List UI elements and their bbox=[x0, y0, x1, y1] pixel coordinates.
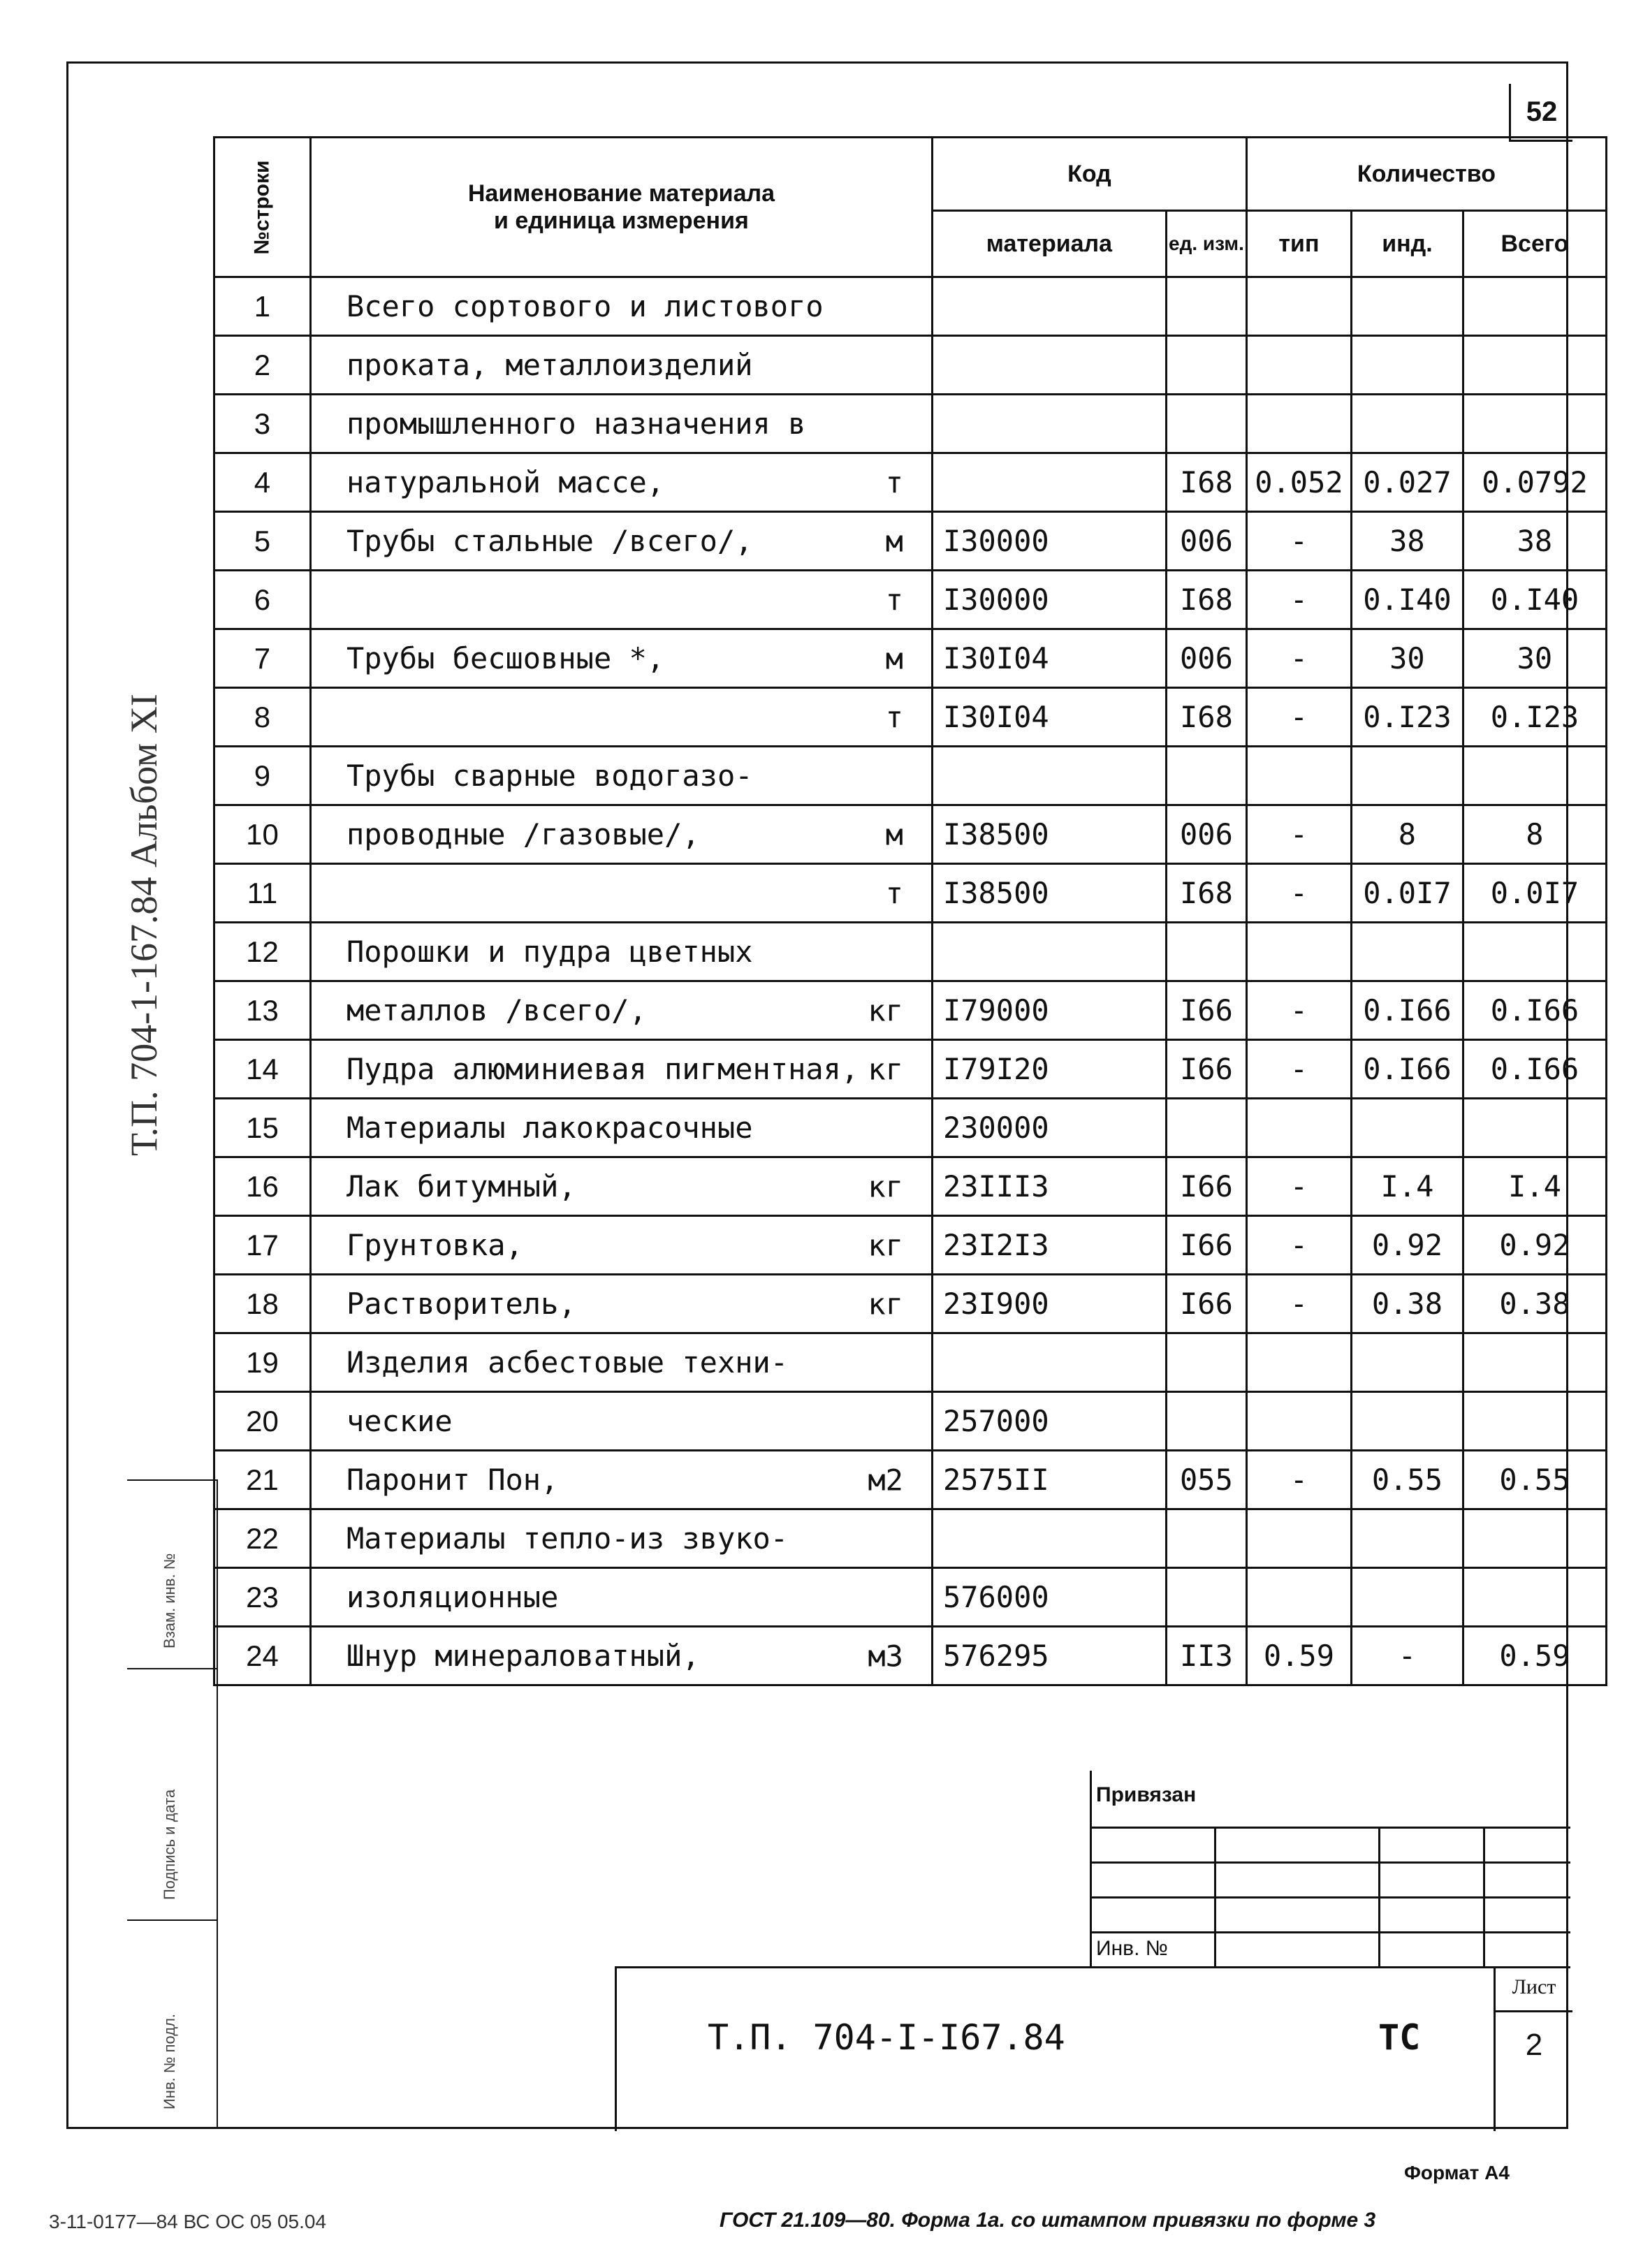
qty-total bbox=[1463, 1509, 1606, 1568]
unit-code bbox=[1166, 923, 1246, 981]
table-row bbox=[214, 805, 1607, 864]
material-code: 230000 bbox=[932, 1099, 1166, 1157]
qty-type: - bbox=[1246, 1157, 1351, 1216]
material-code: I30000 bbox=[932, 512, 1166, 571]
table-row bbox=[214, 395, 1607, 453]
tied-label: Привязан bbox=[1096, 1783, 1197, 1806]
material-name-cell bbox=[310, 1157, 932, 1216]
row-number: 13 bbox=[214, 981, 311, 1040]
material-code: 576000 bbox=[932, 1568, 1166, 1627]
material-name: Всего сортового и листового bbox=[346, 289, 824, 323]
sheet-label: Лист bbox=[1496, 1975, 1572, 2012]
unit: т bbox=[885, 876, 903, 910]
unit-code: 006 bbox=[1166, 512, 1246, 571]
unit-code: 055 bbox=[1166, 1451, 1246, 1509]
unit-code: I66 bbox=[1166, 1216, 1246, 1275]
unit-code: 006 bbox=[1166, 629, 1246, 688]
qty-type: - bbox=[1246, 805, 1351, 864]
table-row bbox=[214, 277, 1607, 336]
material-code: I38500 bbox=[932, 864, 1166, 923]
qty-type: - bbox=[1246, 1275, 1351, 1333]
row-number: 5 bbox=[214, 512, 311, 571]
material-name: Трубы стальные /всего/, bbox=[346, 524, 753, 558]
table-row bbox=[214, 1568, 1607, 1627]
row-number: 10 bbox=[214, 805, 311, 864]
unit: кг bbox=[868, 993, 903, 1027]
qty-ind: 0.92 bbox=[1351, 1216, 1463, 1275]
binding-stamp bbox=[1090, 1771, 1570, 1966]
material-name: промышленного назначения в bbox=[346, 407, 806, 441]
document-mark: ТС bbox=[1378, 2017, 1421, 2058]
material-name-cell bbox=[310, 688, 932, 747]
qty-type: - bbox=[1246, 864, 1351, 923]
material-name: проводные /газовые/, bbox=[346, 817, 700, 851]
qty-ind bbox=[1351, 1392, 1463, 1451]
material-name: Пудра алюминиевая пигментная, bbox=[346, 1052, 859, 1086]
qty-total bbox=[1463, 395, 1606, 453]
table-row bbox=[214, 981, 1607, 1040]
unit: м bbox=[885, 817, 903, 851]
material-name-cell bbox=[310, 1216, 932, 1275]
qty-ind bbox=[1351, 1509, 1463, 1568]
qty-total: 0.I66 bbox=[1463, 981, 1606, 1040]
row-number: 21 bbox=[214, 1451, 311, 1509]
material-name-cell bbox=[310, 571, 932, 629]
qty-total bbox=[1463, 1333, 1606, 1392]
row-number: 15 bbox=[214, 1099, 311, 1157]
table-row bbox=[214, 1627, 1607, 1685]
qty-ind bbox=[1351, 336, 1463, 395]
material-name: Изделия асбестовые техни- bbox=[346, 1345, 789, 1380]
qty-type bbox=[1246, 1568, 1351, 1627]
qty-total: 0.0792 bbox=[1463, 453, 1606, 512]
unit-code: II3 bbox=[1166, 1627, 1246, 1685]
qty-type: 0.59 bbox=[1246, 1627, 1351, 1685]
material-name: ческие bbox=[346, 1404, 453, 1438]
row-number: 12 bbox=[214, 923, 311, 981]
qty-total: 0.55 bbox=[1463, 1451, 1606, 1509]
table-row bbox=[214, 923, 1607, 981]
unit: м bbox=[885, 641, 903, 675]
qty-ind: 0.0I7 bbox=[1351, 864, 1463, 923]
material-name-cell bbox=[310, 1627, 932, 1685]
unit-code bbox=[1166, 1568, 1246, 1627]
unit: кг bbox=[868, 1228, 903, 1262]
qty-ind: 0.38 bbox=[1351, 1275, 1463, 1333]
unit-code bbox=[1166, 336, 1246, 395]
table-row bbox=[214, 747, 1607, 805]
row-number: 18 bbox=[214, 1275, 311, 1333]
qty-total: 0.I23 bbox=[1463, 688, 1606, 747]
row-number: 4 bbox=[214, 453, 311, 512]
material-name-cell bbox=[310, 747, 932, 805]
qty-total bbox=[1463, 747, 1606, 805]
material-name: Растворитель, bbox=[346, 1287, 576, 1321]
qty-type: - bbox=[1246, 1451, 1351, 1509]
table-row bbox=[214, 1216, 1607, 1275]
material-code bbox=[932, 747, 1166, 805]
unit: кг bbox=[868, 1169, 903, 1203]
qty-ind: 0.55 bbox=[1351, 1451, 1463, 1509]
qty-total bbox=[1463, 277, 1606, 336]
material-code bbox=[932, 395, 1166, 453]
material-code: 576295 bbox=[932, 1627, 1166, 1685]
unit: м bbox=[885, 524, 903, 558]
qty-total: 0.92 bbox=[1463, 1216, 1606, 1275]
table-row bbox=[214, 629, 1607, 688]
side-cell-replace bbox=[127, 1479, 217, 1669]
unit-code bbox=[1166, 1509, 1246, 1568]
qty-ind bbox=[1351, 923, 1463, 981]
unit-code: I66 bbox=[1166, 1157, 1246, 1216]
qty-total: I.4 bbox=[1463, 1157, 1606, 1216]
qty-ind: 30 bbox=[1351, 629, 1463, 688]
qty-ind bbox=[1351, 395, 1463, 453]
material-code bbox=[932, 923, 1166, 981]
footer-gost: ГОСТ 21.109—80. Форма 1а. со штампом привязки по форме 3 bbox=[720, 2209, 1376, 2232]
table-row bbox=[214, 336, 1607, 395]
row-number: 14 bbox=[214, 1040, 311, 1099]
unit-code bbox=[1166, 277, 1246, 336]
material-name-cell bbox=[310, 1509, 932, 1568]
material-code bbox=[932, 277, 1166, 336]
unit: кг bbox=[868, 1052, 903, 1086]
qty-total: 38 bbox=[1463, 512, 1606, 571]
material-code bbox=[932, 336, 1166, 395]
table-row bbox=[214, 864, 1607, 923]
material-code: I38500 bbox=[932, 805, 1166, 864]
side-label-replace: Взам. инв. № bbox=[161, 1553, 178, 1648]
unit: кг bbox=[868, 1287, 903, 1321]
material-name-cell bbox=[310, 805, 932, 864]
table-row bbox=[214, 1451, 1607, 1509]
material-name-cell bbox=[310, 864, 932, 923]
unit-code bbox=[1166, 747, 1246, 805]
footer-archive: 3-11-0177—84 ВС ОС 05 05.04 bbox=[49, 2211, 327, 2232]
material-code: 23I900 bbox=[932, 1275, 1166, 1333]
row-number: 3 bbox=[214, 395, 311, 453]
qty-ind bbox=[1351, 1568, 1463, 1627]
material-code: I79I20 bbox=[932, 1040, 1166, 1099]
qty-total: 0.38 bbox=[1463, 1275, 1606, 1333]
header-code-material: материала bbox=[932, 211, 1166, 277]
material-name-cell bbox=[310, 1099, 932, 1157]
material-code: I30I04 bbox=[932, 688, 1166, 747]
qty-total: 30 bbox=[1463, 629, 1606, 688]
material-name: Материалы лакокрасочные bbox=[346, 1111, 753, 1145]
row-number: 20 bbox=[214, 1392, 311, 1451]
header-qty-type: тип bbox=[1246, 211, 1351, 277]
material-name-cell bbox=[310, 923, 932, 981]
row-number: 6 bbox=[214, 571, 311, 629]
unit-code: 006 bbox=[1166, 805, 1246, 864]
material-name: Паронит Пон, bbox=[346, 1463, 559, 1497]
qty-type bbox=[1246, 747, 1351, 805]
qty-ind bbox=[1351, 1099, 1463, 1157]
row-number: 11 bbox=[214, 864, 311, 923]
unit: м2 bbox=[868, 1463, 903, 1497]
material-code: I79000 bbox=[932, 981, 1166, 1040]
header-name: Наименование материала и единица измерения bbox=[310, 138, 932, 277]
material-name: проката, металлоизделий bbox=[346, 348, 753, 382]
side-cell-inv bbox=[127, 1919, 217, 2130]
material-name-cell bbox=[310, 453, 932, 512]
material-name: натуральной массе, bbox=[346, 465, 665, 499]
table-row bbox=[214, 571, 1607, 629]
qty-ind: 0.027 bbox=[1351, 453, 1463, 512]
table-row bbox=[214, 1392, 1607, 1451]
table-row bbox=[214, 1275, 1607, 1333]
material-name: Грунтовка, bbox=[346, 1228, 523, 1262]
qty-type bbox=[1246, 1509, 1351, 1568]
qty-ind: 0.I23 bbox=[1351, 688, 1463, 747]
row-number: 9 bbox=[214, 747, 311, 805]
page-number: 52 bbox=[1509, 84, 1572, 142]
material-code bbox=[932, 1333, 1166, 1392]
header-code-unit: ед. изм. bbox=[1166, 211, 1246, 277]
header-row-number: №строки bbox=[214, 138, 311, 277]
qty-total bbox=[1463, 1568, 1606, 1627]
qty-type: 0.052 bbox=[1246, 453, 1351, 512]
table-row bbox=[214, 688, 1607, 747]
qty-total: 0.59 bbox=[1463, 1627, 1606, 1685]
row-number: 17 bbox=[214, 1216, 311, 1275]
qty-ind bbox=[1351, 1333, 1463, 1392]
side-cell-signature bbox=[127, 1668, 217, 1921]
unit-code: I68 bbox=[1166, 453, 1246, 512]
qty-ind: I.4 bbox=[1351, 1157, 1463, 1216]
qty-type: - bbox=[1246, 1040, 1351, 1099]
qty-type: - bbox=[1246, 688, 1351, 747]
qty-ind: 0.I40 bbox=[1351, 571, 1463, 629]
material-name: изоляционные bbox=[346, 1580, 559, 1614]
material-name: металлов /всего/, bbox=[346, 993, 647, 1027]
qty-type: - bbox=[1246, 1216, 1351, 1275]
material-name-cell bbox=[310, 277, 932, 336]
table-row bbox=[214, 512, 1607, 571]
qty-type bbox=[1246, 277, 1351, 336]
material-name: Трубы сварные водогазо- bbox=[346, 759, 753, 793]
row-number: 1 bbox=[214, 277, 311, 336]
row-number: 22 bbox=[214, 1509, 311, 1568]
material-code bbox=[932, 1509, 1166, 1568]
material-code: 257000 bbox=[932, 1392, 1166, 1451]
unit-code bbox=[1166, 1099, 1246, 1157]
qty-type bbox=[1246, 336, 1351, 395]
material-name: Лак битумный, bbox=[346, 1169, 576, 1203]
material-code: I30I04 bbox=[932, 629, 1166, 688]
unit-code: I68 bbox=[1166, 864, 1246, 923]
qty-total bbox=[1463, 1392, 1606, 1451]
qty-ind: - bbox=[1351, 1627, 1463, 1685]
qty-type: - bbox=[1246, 629, 1351, 688]
unit-code: I66 bbox=[1166, 1275, 1246, 1333]
table-row bbox=[214, 1099, 1607, 1157]
qty-type bbox=[1246, 1333, 1351, 1392]
table-row bbox=[214, 1157, 1607, 1216]
qty-type: - bbox=[1246, 981, 1351, 1040]
row-number: 24 bbox=[214, 1627, 311, 1685]
material-code bbox=[932, 453, 1166, 512]
inv-label: Инв. № bbox=[1096, 1937, 1168, 1960]
qty-total bbox=[1463, 923, 1606, 981]
material-name: Шнур минераловатный, bbox=[346, 1639, 700, 1673]
material-name: Материалы тепло-из звуко- bbox=[346, 1521, 789, 1556]
qty-ind: 38 bbox=[1351, 512, 1463, 571]
material-name-cell bbox=[310, 1451, 932, 1509]
side-label-signature: Подпись и дата bbox=[161, 1789, 178, 1900]
qty-total bbox=[1463, 336, 1606, 395]
materials-table bbox=[213, 136, 1607, 1686]
qty-type bbox=[1246, 923, 1351, 981]
side-stamp-strip bbox=[127, 1479, 218, 2129]
material-name-cell bbox=[310, 1275, 932, 1333]
header-quantity: Количество bbox=[1246, 138, 1606, 211]
row-number: 19 bbox=[214, 1333, 311, 1392]
material-name-cell bbox=[310, 981, 932, 1040]
qty-ind: 8 bbox=[1351, 805, 1463, 864]
qty-type bbox=[1246, 395, 1351, 453]
unit-code bbox=[1166, 1333, 1246, 1392]
qty-type bbox=[1246, 1392, 1351, 1451]
row-number: 8 bbox=[214, 688, 311, 747]
unit: м3 bbox=[868, 1639, 903, 1673]
material-name-cell bbox=[310, 336, 932, 395]
header-qty-ind: инд. bbox=[1351, 211, 1463, 277]
unit: т bbox=[885, 700, 903, 734]
material-name-cell bbox=[310, 1568, 932, 1627]
header-code: Код bbox=[932, 138, 1246, 211]
qty-ind: 0.I66 bbox=[1351, 1040, 1463, 1099]
material-name: Трубы бесшовные *, bbox=[346, 641, 665, 675]
table-row bbox=[214, 1509, 1607, 1568]
material-name-cell bbox=[310, 1040, 932, 1099]
unit-code bbox=[1166, 395, 1246, 453]
qty-total bbox=[1463, 1099, 1606, 1157]
sheet-box bbox=[1494, 1968, 1572, 2131]
unit-code bbox=[1166, 1392, 1246, 1451]
row-number: 2 bbox=[214, 336, 311, 395]
side-label-inv: Инв. № подл. bbox=[161, 2013, 178, 2109]
material-name-cell bbox=[310, 1392, 932, 1451]
qty-total: 0.0I7 bbox=[1463, 864, 1606, 923]
material-name-cell bbox=[310, 629, 932, 688]
material-name-cell bbox=[310, 1333, 932, 1392]
qty-total: 0.I66 bbox=[1463, 1040, 1606, 1099]
table-row bbox=[214, 1040, 1607, 1099]
side-title: Т.П. 704-1-167.84 Альбом XI bbox=[123, 694, 165, 1156]
unit-code: I66 bbox=[1166, 981, 1246, 1040]
qty-ind bbox=[1351, 747, 1463, 805]
unit: т bbox=[885, 583, 903, 617]
table-row bbox=[214, 1333, 1607, 1392]
row-number: 16 bbox=[214, 1157, 311, 1216]
qty-type bbox=[1246, 1099, 1351, 1157]
format-label: Формат А4 bbox=[1404, 2162, 1510, 2183]
row-number: 23 bbox=[214, 1568, 311, 1627]
material-code: 23III3 bbox=[932, 1157, 1166, 1216]
title-block bbox=[615, 1966, 1570, 2131]
material-code: I30000 bbox=[932, 571, 1166, 629]
qty-ind bbox=[1351, 277, 1463, 336]
row-number: 7 bbox=[214, 629, 311, 688]
table-row bbox=[214, 453, 1607, 512]
unit-code: I68 bbox=[1166, 688, 1246, 747]
qty-total: 0.I40 bbox=[1463, 571, 1606, 629]
qty-total: 8 bbox=[1463, 805, 1606, 864]
sheet-number: 2 bbox=[1525, 2028, 1543, 2062]
header-qty-total: Всего bbox=[1463, 211, 1606, 277]
material-name-cell bbox=[310, 395, 932, 453]
unit-code: I66 bbox=[1166, 1040, 1246, 1099]
material-code: 23I2I3 bbox=[932, 1216, 1166, 1275]
material-code: 2575II bbox=[932, 1451, 1166, 1509]
material-name: Порошки и пудра цветных bbox=[346, 935, 753, 969]
qty-ind: 0.I66 bbox=[1351, 981, 1463, 1040]
document-code: Т.П. 704-I-I67.84 bbox=[708, 2017, 1065, 2058]
unit: т bbox=[885, 465, 903, 499]
qty-type: - bbox=[1246, 571, 1351, 629]
unit-code: I68 bbox=[1166, 571, 1246, 629]
material-name-cell bbox=[310, 512, 932, 571]
qty-type: - bbox=[1246, 512, 1351, 571]
